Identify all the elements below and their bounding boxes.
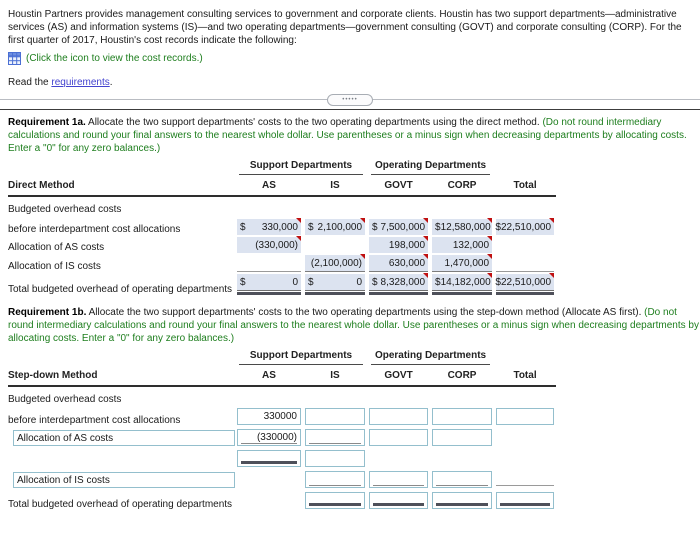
support-departments-header: Support Departments	[239, 349, 363, 365]
requirement-1a-paragraph	[8, 116, 700, 155]
correct-answer-marker	[549, 218, 554, 223]
column-header-is: IS	[303, 175, 367, 196]
direct-alloc-is-corp-cell: 1,470,000	[430, 254, 494, 273]
direct-before-as-cell: $ 330,000	[235, 216, 303, 236]
stepdown-alloc-is-is-input[interactable]	[305, 471, 365, 488]
stepdown-total-is-input[interactable]	[305, 492, 365, 509]
column-header-total: Total	[494, 175, 556, 196]
row-label-allocation-as: Allocation of AS costs	[8, 242, 105, 253]
stepdown-total-govt-input[interactable]	[369, 492, 428, 509]
column-header-as: AS	[235, 175, 303, 196]
stepdown-alloc-is-govt-input[interactable]	[369, 471, 428, 488]
direct-total-corp-cell: $ 14,182,000	[430, 273, 494, 296]
stepdown-before-total-input[interactable]	[496, 408, 554, 425]
direct-before-is-cell: $ 2,100,000	[303, 216, 367, 236]
stepdown-alloc-as-as-input[interactable]: (330000)	[237, 429, 301, 446]
row-label-budgeted-overhead: Budgeted overhead costs	[8, 204, 122, 215]
stepdown-subtotal-as-input[interactable]	[237, 450, 301, 467]
direct-alloc-as-govt-cell: 198,000	[367, 236, 430, 254]
row-label-budgeted-overhead: Budgeted overhead costs	[8, 394, 122, 405]
direct-method-label: Direct Method	[8, 175, 235, 196]
stepdown-alloc-as-govt-input[interactable]	[369, 429, 428, 446]
stepdown-alloc-is-label-input[interactable]: Allocation of IS costs	[13, 472, 235, 488]
operating-departments-header: Operating Departments	[371, 159, 490, 175]
direct-alloc-is-govt-cell: 630,000	[367, 254, 430, 273]
stepdown-alloc-is-corp-input[interactable]	[432, 471, 492, 488]
stepdown-before-is-input[interactable]	[305, 408, 365, 425]
correct-answer-marker	[487, 218, 492, 223]
cost-records-caption: (Click the icon to view the cost records.)	[26, 53, 203, 64]
direct-method-table	[8, 159, 556, 296]
section-divider	[0, 96, 700, 103]
direct-alloc-is-as-cell	[235, 254, 303, 273]
stepdown-alloc-as-label-input[interactable]: Allocation of AS costs	[13, 430, 235, 446]
read-requirements-text	[8, 76, 692, 89]
direct-before-total-cell: $22,510,000	[494, 216, 556, 236]
stepdown-alloc-as-is-input[interactable]	[305, 429, 365, 446]
correct-answer-marker	[549, 273, 554, 278]
column-header-govt: GOVT	[367, 175, 430, 196]
requirement-1a-text: Allocate the two support departments' costs to the two operating departments using the direct method.	[85, 117, 543, 128]
stepdown-method-table	[8, 349, 556, 511]
divider-drag-handle[interactable]	[327, 94, 373, 106]
requirements-link[interactable]: requirements	[51, 77, 110, 88]
direct-total-total-cell: $22,510,000	[494, 273, 556, 296]
direct-alloc-as-is-cell	[303, 236, 367, 254]
stepdown-alloc-as-corp-input[interactable]	[432, 429, 492, 446]
direct-before-govt-cell: $ 7,500,000	[367, 216, 430, 236]
direct-alloc-is-is-cell: (2,100,000)	[303, 254, 367, 273]
section-rule	[0, 109, 700, 110]
requirement-1b-text: Allocate the two support departments' costs to the two operating departments using the step-down method (Allocate AS first).	[86, 307, 645, 318]
correct-answer-marker	[423, 254, 428, 259]
stepdown-subtotal-is-input[interactable]	[305, 450, 365, 467]
support-departments-header: Support Departments	[239, 159, 363, 175]
correct-answer-marker	[423, 273, 428, 278]
direct-before-corp-cell: $ 12,580,000	[430, 216, 494, 236]
requirement-1b-paragraph	[8, 306, 700, 345]
stepdown-before-corp-input[interactable]	[432, 408, 492, 425]
correct-answer-marker	[487, 236, 492, 241]
read-suffix: .	[109, 77, 113, 88]
correct-answer-marker	[296, 218, 301, 223]
stepdown-alloc-is-total-rule	[494, 469, 556, 490]
direct-alloc-as-as-cell: (330,000)	[235, 236, 303, 254]
correct-answer-marker	[423, 218, 428, 223]
operating-departments-header: Operating Departments	[371, 349, 490, 365]
direct-alloc-is-total-cell	[494, 254, 556, 273]
correct-answer-marker	[487, 273, 492, 278]
requirement-1a-title: Requirement 1a.	[8, 117, 86, 128]
divider-handle-dots-icon: •••••	[342, 96, 358, 103]
direct-alloc-as-corp-cell: 132,000	[430, 236, 494, 254]
direct-total-govt-cell: $ 8,328,000	[367, 273, 430, 296]
direct-total-as-cell: $ 0	[235, 273, 303, 296]
requirement-1a-note: (Do not round intermediary calculations and round your final answers to the nearest whole dollar. Use parentheses or a minus sign when decreasing departments by allocating costs. Enter a "0" for any zero balances.)	[8, 117, 687, 154]
direct-total-is-cell: $ 0	[303, 273, 367, 296]
stepdown-method-label: Step-down Method	[8, 365, 235, 386]
correct-answer-marker	[296, 236, 301, 241]
correct-answer-marker	[487, 254, 492, 259]
row-label-total-budgeted: Total budgeted overhead of operating departments	[8, 284, 233, 295]
row-label-allocation-is: Allocation of IS costs	[8, 261, 101, 272]
correct-answer-marker	[360, 218, 365, 223]
row-label-total-budgeted: Total budgeted overhead of operating departments	[8, 499, 233, 510]
column-header-corp: CORP	[430, 175, 494, 196]
correct-answer-marker	[360, 254, 365, 259]
stepdown-before-as-input[interactable]: 330000	[237, 408, 301, 425]
row-label-before-allocations: before interdepartment cost allocations	[8, 224, 181, 235]
column-header-corp: CORP	[430, 365, 494, 386]
column-header-as: AS	[235, 365, 303, 386]
requirement-1b-title: Requirement 1b.	[8, 307, 87, 318]
read-prefix: Read the	[8, 77, 52, 88]
stepdown-before-govt-input[interactable]	[369, 408, 428, 425]
direct-alloc-as-total-cell	[494, 236, 556, 254]
requirement-1b-note: (Do not round intermediary calculations and round your final answers to the nearest whole dollar. Use parentheses or a minus sign when decreasing departments by allocating costs. Enter a "0" for any zero balances.)	[8, 307, 699, 344]
row-label-before-allocations: before interdepartment cost allocations	[8, 415, 181, 426]
column-header-govt: GOVT	[367, 365, 430, 386]
correct-answer-marker	[423, 236, 428, 241]
stepdown-total-total-input[interactable]	[496, 492, 554, 509]
intro-paragraph: Houstin Partners provides management consulting services to government and corporate clients. Houstin has two support departments—administrative services (AS) and information systems (IS)—and two operating departments—government consulting (GOVT) and corporate consulting (CORP). For the first quarter of 2017, Houstin's cost records indicate the following:	[8, 9, 682, 46]
column-header-total: Total	[494, 365, 556, 386]
stepdown-total-corp-input[interactable]	[432, 492, 492, 509]
column-header-is: IS	[303, 365, 367, 386]
cost-records-table-icon[interactable]	[8, 52, 21, 65]
